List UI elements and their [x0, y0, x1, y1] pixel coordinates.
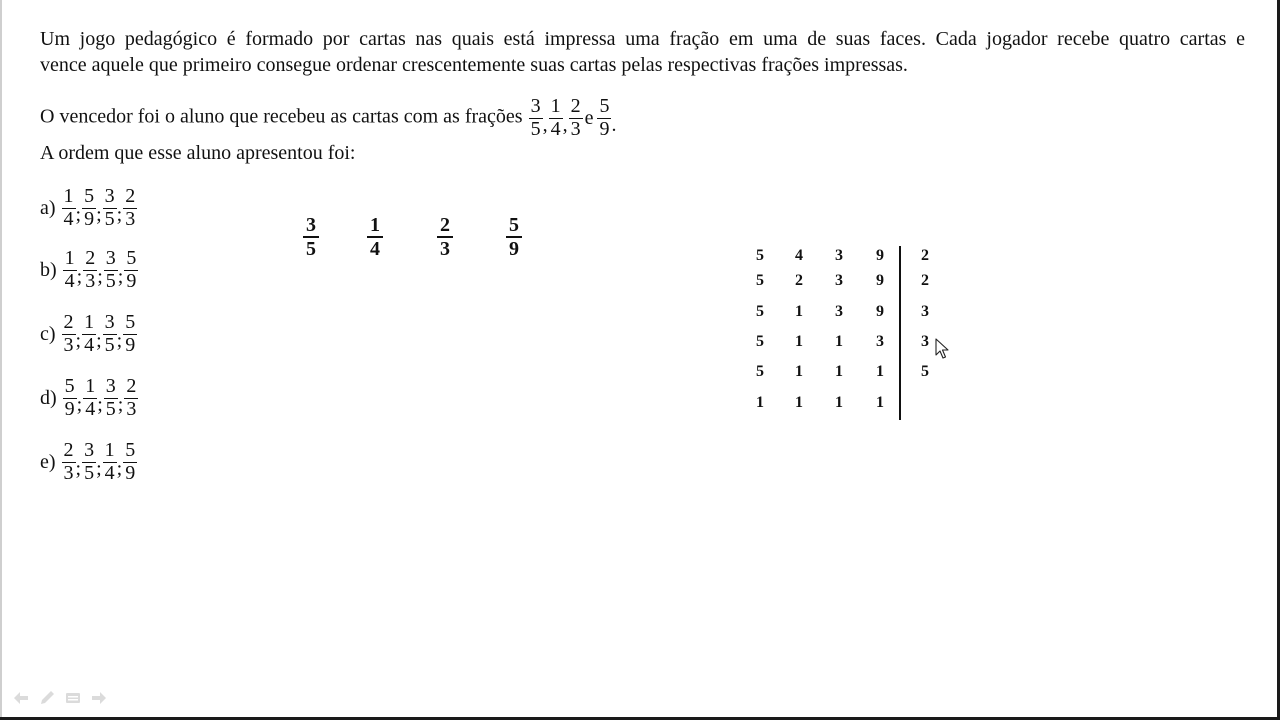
fraction-denominator: 5 [105, 269, 116, 292]
fraction-denominator: 5 [105, 397, 116, 420]
card-denominator: 4 [370, 238, 380, 261]
lcm-cell: 9 [876, 303, 884, 320]
fraction [123, 440, 137, 484]
pen-icon[interactable] [38, 690, 56, 706]
fraction-denominator: 9 [126, 269, 137, 292]
lcm-cell: 3 [835, 247, 843, 264]
lcm-cell: 1 [795, 303, 803, 320]
option-separator: ; [97, 393, 103, 416]
fraction-denominator: 4 [84, 333, 95, 356]
fraction [123, 312, 137, 356]
lcm-cell: 1 [835, 333, 843, 350]
fraction [62, 312, 76, 356]
fraction-denominator: 4 [104, 461, 115, 484]
lcm-cell: 3 [835, 303, 843, 320]
fraction-numerator: 1 [85, 374, 96, 397]
fraction [597, 96, 611, 140]
conjunction-text: e [584, 107, 594, 130]
fraction-numerator: 5 [126, 246, 137, 269]
lcm-cell: 1 [756, 394, 764, 411]
problem-intro [40, 26, 1245, 78]
option-e[interactable] [40, 434, 137, 490]
lcm-cell: 1 [835, 363, 843, 380]
fraction-separator: , [542, 114, 548, 137]
player-controls [12, 690, 108, 706]
fraction-separator: . [611, 114, 617, 137]
lcm-cell: 3 [876, 333, 884, 350]
fraction-numerator: 1 [63, 184, 74, 207]
card-fraction [360, 214, 390, 261]
fraction [104, 248, 118, 292]
lcm-cell: 1 [795, 363, 803, 380]
option-letter: c) [40, 322, 56, 345]
fraction-numerator: 1 [84, 310, 95, 333]
card-denominator: 3 [440, 238, 450, 261]
fraction-denominator: 3 [63, 333, 74, 356]
problem-intro-line-1: Um jogo pedagógico é formado por cartas nas quais está impressa uma fração em uma de suas faces. Cada jogador recebe quatro cartas e [40, 28, 1245, 50]
fraction-separator: , [562, 114, 568, 137]
fraction [104, 376, 118, 420]
option-d[interactable] [40, 370, 138, 426]
fraction [124, 376, 138, 420]
fraction-numerator: 3 [530, 95, 541, 117]
lcm-prime-factor: 5 [921, 363, 929, 380]
option-a[interactable] [40, 180, 137, 236]
fraction-numerator: 5 [84, 184, 95, 207]
card-denominator: 9 [509, 238, 519, 261]
fraction-denominator: 3 [126, 397, 137, 420]
card-numerator: 1 [367, 214, 383, 238]
card-fraction [430, 214, 460, 261]
lcm-cell: 5 [756, 303, 764, 320]
fraction-numerator: 5 [599, 95, 610, 117]
frame-edge-left [0, 0, 2, 720]
fraction-numerator: 2 [570, 95, 581, 117]
mouse-pointer-icon [935, 338, 949, 360]
fraction-numerator: 3 [104, 310, 115, 333]
fraction [83, 248, 97, 292]
card-numerator: 5 [506, 214, 522, 238]
fraction [549, 96, 563, 140]
winner-fractions [529, 96, 618, 140]
fraction [62, 440, 76, 484]
lcm-cell: 1 [835, 394, 843, 411]
fraction [103, 312, 117, 356]
fraction-denominator: 9 [599, 117, 610, 140]
fraction-numerator: 1 [64, 246, 75, 269]
lcm-cell: 5 [756, 333, 764, 350]
fraction [63, 376, 77, 420]
option-separator: ; [117, 265, 124, 288]
option-separator: ; [75, 203, 82, 226]
fraction-denominator: 3 [63, 461, 74, 484]
lcm-prime-factor: 3 [921, 333, 929, 350]
lcm-divider-line [899, 246, 901, 420]
fraction-numerator: 2 [63, 438, 74, 461]
card-numerator: 3 [303, 214, 319, 238]
fraction-numerator: 3 [104, 184, 115, 207]
fraction-numerator: 2 [126, 374, 137, 397]
lcm-cell: 3 [835, 272, 843, 289]
fraction-numerator: 5 [64, 374, 75, 397]
lcm-cell: 1 [795, 394, 803, 411]
fraction [103, 186, 117, 230]
option-separator: ; [76, 265, 83, 288]
option-separator: ; [116, 329, 123, 352]
option-separator: ; [96, 457, 102, 480]
lcm-cell: 1 [876, 363, 884, 380]
fraction-denominator: 3 [125, 207, 136, 230]
fraction-numerator: 1 [550, 95, 561, 117]
lcm-prime-factor: 2 [921, 247, 929, 264]
lcm-cell: 1 [876, 394, 884, 411]
option-separator: ; [96, 329, 102, 352]
winner-text: O vencedor foi o aluno que recebeu as cartas com as frações [40, 105, 523, 128]
lcm-cell: 5 [756, 272, 764, 289]
fraction-denominator: 3 [85, 269, 96, 292]
lcm-prime-factor: 3 [921, 303, 929, 320]
question-text: A ordem que esse aluno apresentou foi: [40, 142, 356, 164]
fraction [103, 440, 117, 484]
card-denominator: 5 [306, 238, 316, 261]
fraction [123, 186, 137, 230]
winner-statement [40, 96, 617, 140]
fraction-denominator: 4 [64, 269, 75, 292]
fraction-denominator: 4 [85, 397, 96, 420]
fraction [63, 248, 77, 292]
fraction-numerator: 3 [105, 246, 116, 269]
fraction-denominator: 5 [104, 207, 115, 230]
fraction-numerator: 3 [84, 438, 95, 461]
fraction-numerator: 2 [63, 310, 74, 333]
lcm-cell: 9 [876, 272, 884, 289]
lcm-cell: 5 [756, 363, 764, 380]
lcm-cell: 5 [756, 247, 764, 264]
option-c[interactable] [40, 306, 137, 362]
fraction-denominator: 9 [64, 397, 75, 420]
fraction-denominator: 3 [570, 117, 581, 140]
fraction-denominator: 9 [125, 461, 136, 484]
fraction [124, 248, 138, 292]
option-separator: ; [116, 203, 123, 226]
fraction-denominator: 4 [550, 117, 561, 140]
option-b[interactable] [40, 242, 138, 298]
fraction-denominator: 5 [530, 117, 541, 140]
lcm-prime-factor: 2 [921, 272, 929, 289]
fraction-numerator: 3 [105, 374, 116, 397]
previous-icon[interactable] [12, 690, 30, 706]
fraction-numerator: 5 [125, 438, 136, 461]
lcm-cell: 1 [795, 333, 803, 350]
fraction-denominator: 4 [63, 207, 74, 230]
menu-icon[interactable] [64, 690, 82, 706]
next-icon[interactable] [90, 690, 108, 706]
option-separator: ; [96, 203, 102, 226]
option-separator: ; [116, 457, 123, 480]
fraction-denominator: 5 [84, 461, 95, 484]
fraction-numerator: 2 [85, 246, 96, 269]
fraction [82, 440, 96, 484]
option-separator: ; [75, 457, 82, 480]
option-separator: ; [76, 393, 83, 416]
option-letter: a) [40, 196, 56, 219]
fraction [83, 376, 97, 420]
lcm-cell: 2 [795, 272, 803, 289]
option-letter: d) [40, 386, 57, 409]
option-letter: e) [40, 450, 56, 473]
lcm-cell: 4 [795, 247, 803, 264]
fraction-denominator: 9 [84, 207, 95, 230]
card-fraction [499, 214, 529, 261]
fraction [529, 96, 543, 140]
option-separator: ; [117, 393, 124, 416]
card-fraction [296, 214, 326, 261]
fraction-numerator: 1 [104, 438, 115, 461]
lcm-cell: 9 [876, 247, 884, 264]
fraction-denominator: 5 [104, 333, 115, 356]
card-numerator: 2 [437, 214, 453, 238]
fraction-numerator: 5 [125, 310, 136, 333]
option-separator: ; [97, 265, 103, 288]
problem-intro-line-2: vence aquele que primeiro consegue ordenar crescentemente suas cartas pelas respectivas frações impressas. [40, 54, 908, 76]
fraction [82, 312, 96, 356]
fraction-denominator: 9 [125, 333, 136, 356]
fraction [62, 186, 76, 230]
option-separator: ; [75, 329, 82, 352]
fraction [82, 186, 96, 230]
fraction-numerator: 2 [125, 184, 136, 207]
option-letter: b) [40, 258, 57, 281]
fraction [569, 96, 583, 140]
